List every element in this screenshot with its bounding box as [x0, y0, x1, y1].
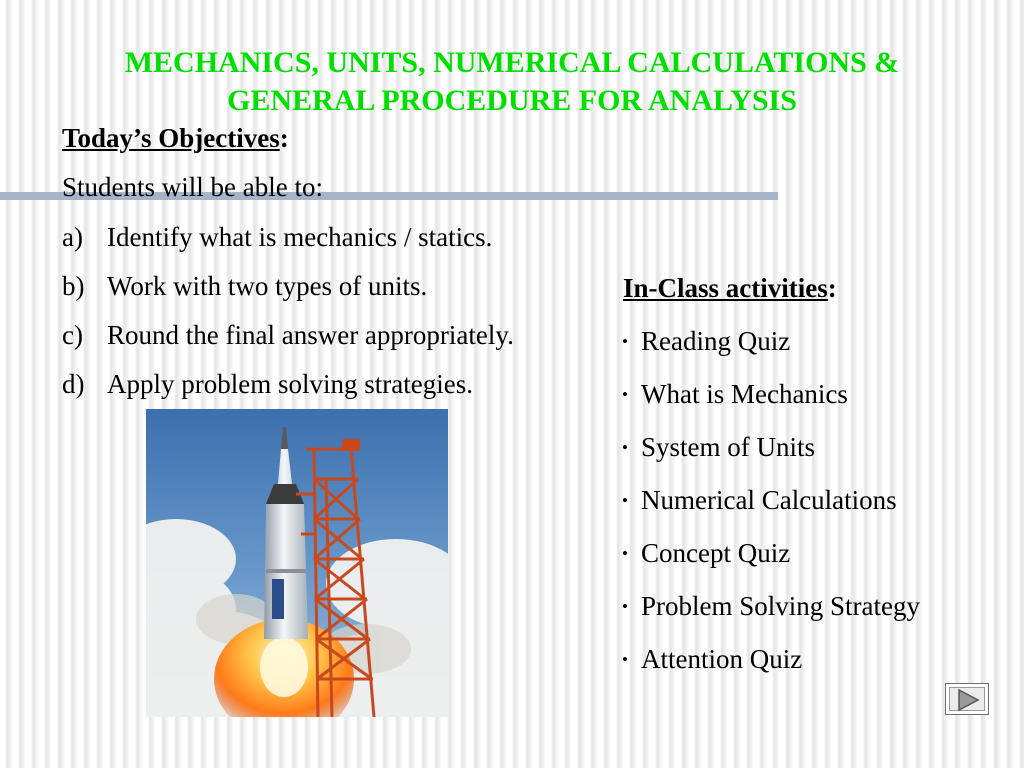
bullet-icon: • — [622, 650, 628, 669]
bullet-icon: • — [622, 597, 628, 616]
activity-text: System of Units — [641, 432, 816, 462]
objective-marker: b) — [62, 271, 85, 301]
objective-marker: c) — [62, 320, 83, 350]
objective-item-a — [62, 220, 514, 269]
next-slide-button[interactable] — [945, 683, 989, 715]
activities-heading-label: In-Class activities — [623, 273, 828, 303]
activity-text: Concept Quiz — [641, 538, 791, 568]
slide-title-line-2: GENERAL PROCEDURE FOR ANALYSIS — [227, 84, 797, 117]
objectives-list — [62, 220, 514, 416]
rocket-launch-photo — [146, 409, 448, 717]
activity-item — [622, 377, 920, 430]
objective-marker: d) — [62, 369, 85, 399]
bullet-icon: • — [622, 332, 628, 351]
activities-heading — [623, 271, 837, 305]
activity-text: What is Mechanics — [641, 379, 848, 409]
bullet-icon: • — [622, 438, 628, 457]
activities-heading-colon: : — [827, 273, 837, 303]
objectives-heading-colon: : — [279, 123, 289, 153]
objective-item-c — [62, 318, 514, 367]
activity-item — [622, 536, 920, 589]
activity-item — [622, 483, 920, 536]
bullet-icon: • — [622, 491, 628, 510]
activity-text: Attention Quiz — [641, 644, 803, 674]
objective-item-b — [62, 269, 514, 318]
objective-text: Identify what is mechanics / statics. — [107, 222, 493, 252]
rocket-launch-illustration — [146, 409, 448, 717]
slide-title — [40, 44, 984, 120]
objectives-heading-label: Today’s Objectives — [62, 123, 280, 153]
activity-text: Problem Solving Strategy — [641, 591, 920, 621]
activity-text: Reading Quiz — [641, 326, 791, 356]
activity-item — [622, 324, 920, 377]
play-triangle-icon — [946, 684, 990, 716]
objectives-heading — [62, 121, 289, 155]
activities-list — [622, 324, 920, 695]
bullet-icon: • — [622, 385, 628, 404]
objectives-intro: Students will be able to: — [62, 172, 323, 202]
slide-title-line-1: MECHANICS, UNITS, NUMERICAL CALCULATIONS & — [124, 46, 900, 79]
activity-item — [622, 589, 920, 642]
activity-item — [622, 642, 920, 695]
objective-text: Round the final answer appropriately. — [107, 320, 514, 350]
objective-marker: a) — [62, 222, 83, 252]
bullet-icon: • — [622, 544, 628, 563]
activity-item — [622, 430, 920, 483]
objective-text: Apply problem solving strategies. — [107, 369, 473, 399]
activity-text: Numerical Calculations — [641, 485, 897, 515]
objective-text: Work with two types of units. — [107, 271, 428, 301]
